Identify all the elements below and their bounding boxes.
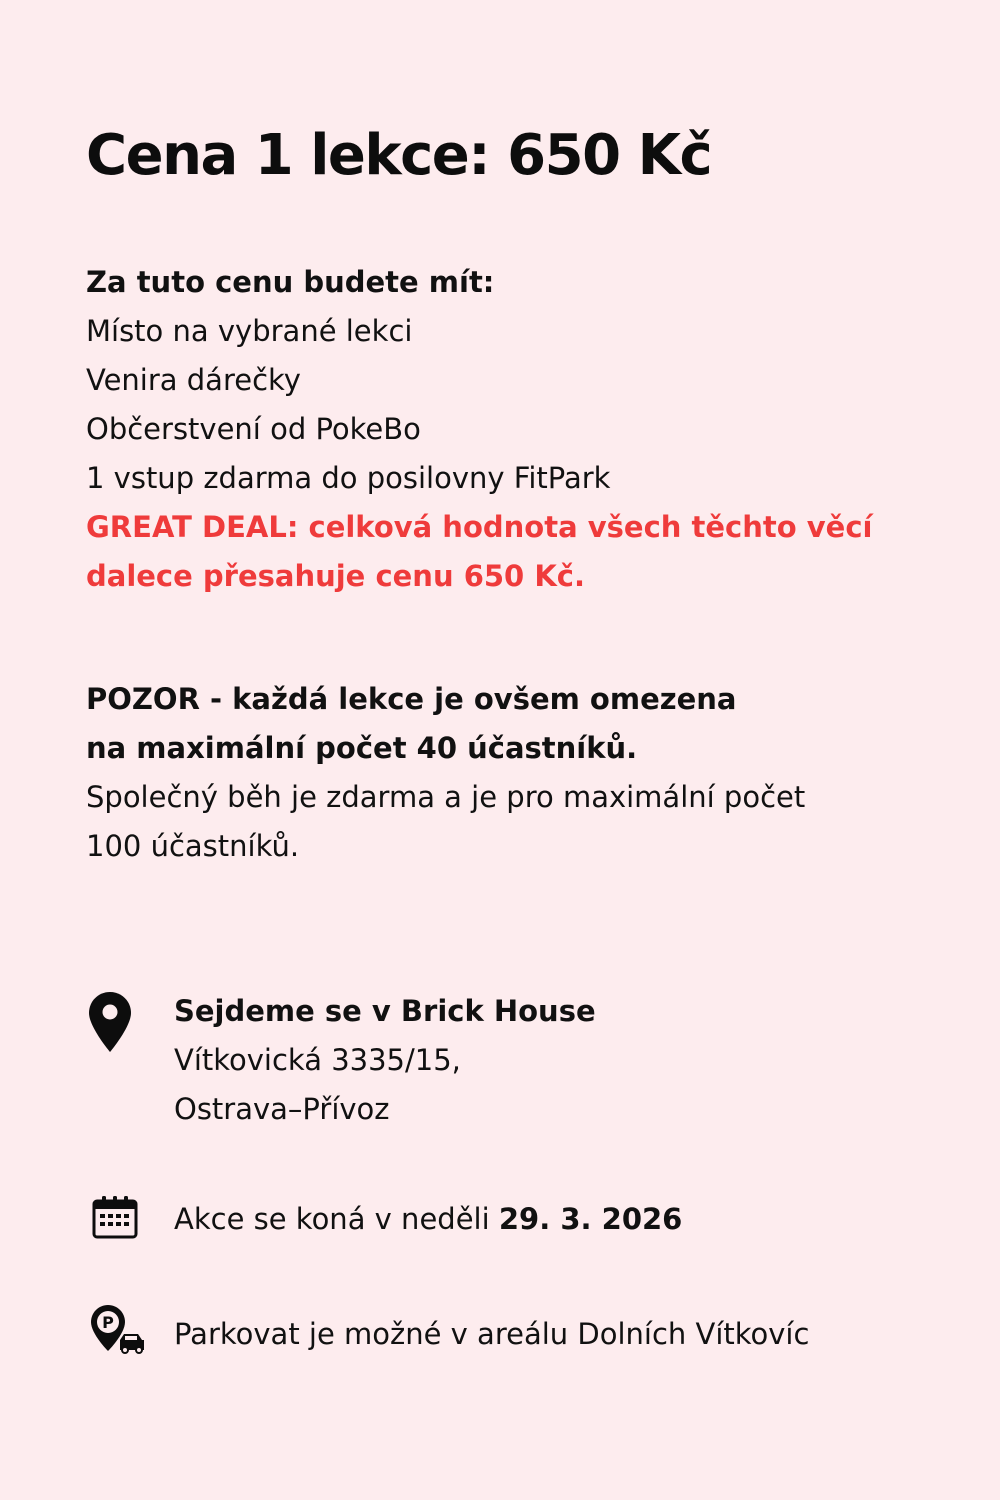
date-prefix: Akce se koná v neděli — [174, 1202, 499, 1236]
run-info-line: 100 účastníků. — [86, 829, 300, 863]
page-title: Cena 1 lekce: 650 Kč — [86, 123, 712, 188]
map-pin-icon — [88, 991, 132, 1057]
offer-section — [86, 258, 872, 601]
parking-text: Parkovat je možné v areálu Dolních Vítkovíc — [174, 1317, 810, 1351]
warning-line: POZOR - každá lekce je ovšem omezena — [86, 682, 737, 716]
offer-item: Občerstvení od PokeBo — [86, 412, 421, 446]
warning-line: na maximální počet 40 účastníků. — [86, 731, 638, 765]
location-text — [174, 987, 596, 1134]
deal-line: GREAT DEAL: celková hodnota všech těchto věcí — [86, 510, 873, 544]
offer-item: Venira dárečky — [86, 363, 301, 397]
calendar-icon — [92, 1195, 138, 1243]
offer-heading: Za tuto cenu budete mít: — [86, 265, 495, 299]
date-value: 29. 3. 2026 — [498, 1202, 683, 1236]
offer-item: 1 vstup zdarma do posilovny FitPark — [86, 461, 611, 495]
date-text — [174, 1195, 682, 1244]
run-info-line: Společný běh je zdarma a je pro maximální počet — [86, 780, 806, 814]
location-heading: Sejdeme se v Brick House — [174, 994, 596, 1028]
notice-section — [86, 675, 805, 871]
address-line: Ostrava–Přívoz — [174, 1092, 390, 1126]
deal-line: dalece přesahuje cenu 650 Kč. — [86, 559, 586, 593]
address-line: Vítkovická 3335/15, — [174, 1043, 461, 1077]
offer-item: Místo na vybrané lekci — [86, 314, 413, 348]
parking-car-icon — [90, 1304, 146, 1360]
svg-text:P: P — [102, 1313, 114, 1332]
